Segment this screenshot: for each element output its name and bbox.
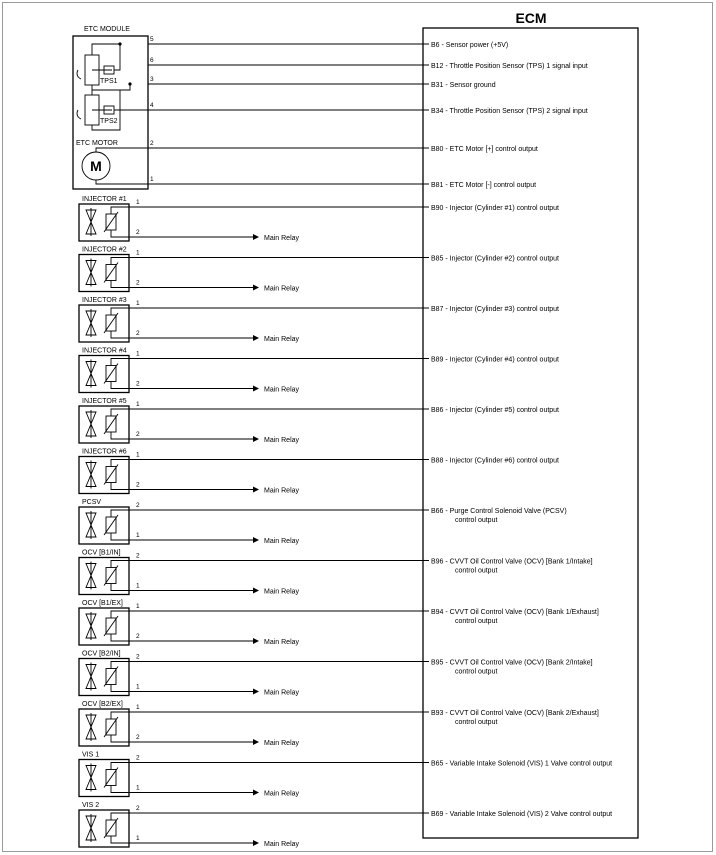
ecm-label-B93: B93 - CVVT Oil Control Valve (OCV) [Bank 2/Exhaust] bbox=[431, 710, 599, 717]
ecm-label-B85: B85 - Injector (Cylinder #2) control output bbox=[431, 255, 560, 263]
relay-pin-number: 2 bbox=[136, 229, 140, 236]
relay-pin-number: 1 bbox=[136, 784, 140, 792]
relay-arrow bbox=[253, 689, 259, 695]
ecm-label-B94: B94 - CVVT Oil Control Valve (OCV) [Bank 1/Exhaust] bbox=[431, 609, 599, 616]
solenoid-label: OCV [B2/IN] bbox=[82, 650, 121, 658]
ecm-label-B87: B87 - Injector (Cylinder #3) control output bbox=[431, 306, 560, 313]
tps2-label: TPS2 bbox=[100, 118, 118, 125]
main-relay-label: Main Relay bbox=[264, 639, 300, 646]
ecm-pin-number: 1 bbox=[136, 451, 140, 459]
solenoid-label: INJECTOR #1 bbox=[82, 196, 127, 203]
ecm-label-B95: B95 - CVVT Oil Control Valve (OCV) [Bank 2/Intake] bbox=[431, 659, 593, 667]
ecm-label-B89: B89 - Injector (Cylinder #4) control output bbox=[431, 356, 560, 364]
etc-pin-3: 3 bbox=[150, 76, 154, 83]
etc-module-box bbox=[73, 36, 148, 189]
ecm-pin-number: 1 bbox=[136, 704, 140, 711]
relay-arrow bbox=[253, 588, 259, 594]
ecm-label-cont: control output bbox=[455, 668, 498, 676]
relay-pin-number: 2 bbox=[136, 734, 140, 741]
ecm-label-B6: B6 - Sensor power (+5V) bbox=[431, 42, 509, 49]
solenoid-label: VIS 2 bbox=[82, 802, 100, 809]
ecm-label-B34: B34 - Throttle Position Sensor (TPS) 2 signal input bbox=[431, 108, 588, 115]
ecm-label-B31: B31 - Sensor ground bbox=[431, 82, 496, 89]
ecm-label-cont: control output bbox=[455, 517, 498, 524]
main-relay-label: Main Relay bbox=[264, 285, 300, 293]
main-relay-label: Main Relay bbox=[264, 790, 300, 798]
etc-pin-2: 2 bbox=[150, 140, 154, 147]
solenoid-label: INJECTOR #5 bbox=[82, 398, 127, 405]
relay-arrow bbox=[253, 790, 259, 796]
solenoid-label: PCSV bbox=[82, 499, 102, 506]
ecm-pin-number: 2 bbox=[136, 502, 140, 509]
main-relay-label: Main Relay bbox=[264, 740, 300, 747]
ecm-pin-number: 1 bbox=[136, 401, 140, 408]
ecm-pin-number: 2 bbox=[136, 653, 140, 661]
main-relay-label: Main Relay bbox=[264, 235, 300, 242]
ecm-label-B81: B81 - ETC Motor [-] control output bbox=[431, 182, 537, 189]
ecm-label-cont: control output bbox=[455, 719, 498, 726]
relay-pin-number: 2 bbox=[136, 431, 140, 438]
etc-pin-5: 5 bbox=[150, 36, 154, 43]
relay-pin-number: 1 bbox=[136, 835, 140, 842]
relay-arrow bbox=[253, 638, 259, 644]
tps1-label: TPS1 bbox=[100, 78, 118, 85]
ecm-label-B69: B69 - Variable Intake Solenoid (VIS) 2 Valve control output bbox=[431, 811, 613, 818]
ecm-label-B88: B88 - Injector (Cylinder #6) control output bbox=[431, 457, 560, 465]
relay-arrow bbox=[253, 285, 259, 291]
ecm-pin-number: 1 bbox=[136, 350, 140, 358]
solenoid-label: INJECTOR #3 bbox=[82, 297, 127, 304]
main-relay-label: Main Relay bbox=[264, 689, 300, 697]
relay-pin-number: 2 bbox=[136, 279, 140, 287]
relay-pin-number: 1 bbox=[136, 582, 140, 590]
relay-arrow bbox=[253, 335, 259, 341]
relay-arrow bbox=[253, 840, 259, 846]
ecm-pin-number: 1 bbox=[136, 300, 140, 307]
relay-arrow bbox=[253, 537, 259, 543]
ecm-label-B86: B86 - Injector (Cylinder #5) control output bbox=[431, 407, 560, 414]
ecm-pin-number: 1 bbox=[136, 603, 140, 610]
main-relay-label: Main Relay bbox=[264, 386, 300, 394]
solenoid-label: OCV [B1/EX] bbox=[82, 600, 123, 607]
ecm-label-B96: B96 - CVVT Oil Control Valve (OCV) [Bank 1/Intake] bbox=[431, 558, 593, 566]
ecm-label-B65: B65 - Variable Intake Solenoid (VIS) 1 Valve control output bbox=[431, 760, 613, 768]
ecm-pin-number: 2 bbox=[136, 552, 140, 560]
solenoid-label: INJECTOR #4 bbox=[82, 347, 127, 355]
solenoid-label: VIS 1 bbox=[82, 751, 100, 759]
ecm-pin-number: 1 bbox=[136, 199, 140, 206]
ecm-label-B66: B66 - Purge Control Solenoid Valve (PCSV) bbox=[431, 508, 567, 515]
ecm-label-B80: B80 - ETC Motor [+] control output bbox=[431, 146, 538, 153]
ecm-label-cont: control output bbox=[455, 618, 498, 625]
motor-symbol: M bbox=[90, 158, 102, 174]
solenoid-label: OCV [B2/EX] bbox=[82, 701, 123, 708]
relay-arrow bbox=[253, 487, 259, 493]
relay-arrow bbox=[253, 739, 259, 745]
ecm-pin-number: 1 bbox=[136, 249, 140, 257]
main-relay-label: Main Relay bbox=[264, 336, 300, 343]
etc-module-label: ETC MODULE bbox=[84, 26, 130, 33]
main-relay-label: Main Relay bbox=[264, 841, 300, 848]
solenoid-label: OCV [B1/IN] bbox=[82, 549, 121, 557]
relay-pin-number: 2 bbox=[136, 633, 140, 640]
etc-pin-6: 6 bbox=[150, 57, 154, 64]
solenoid-label: INJECTOR #2 bbox=[82, 246, 127, 254]
ecm-pin-number: 2 bbox=[136, 754, 140, 762]
relay-arrow bbox=[253, 386, 259, 392]
relay-arrow bbox=[253, 436, 259, 442]
etc-pin-4: 4 bbox=[150, 102, 154, 109]
solenoid-label: INJECTOR #6 bbox=[82, 448, 127, 456]
relay-pin-number: 1 bbox=[136, 683, 140, 691]
main-relay-label: Main Relay bbox=[264, 538, 300, 545]
ecm-label-B12: B12 - Throttle Position Sensor (TPS) 1 signal input bbox=[431, 63, 588, 70]
relay-arrow bbox=[253, 234, 259, 240]
ecm-title: ECM bbox=[515, 10, 547, 26]
ecm-label-B90: B90 - Injector (Cylinder #1) control output bbox=[431, 205, 560, 212]
main-relay-label: Main Relay bbox=[264, 437, 300, 444]
relay-pin-number: 1 bbox=[136, 532, 140, 539]
relay-pin-number: 2 bbox=[136, 481, 140, 489]
etc-pin-1: 1 bbox=[150, 176, 154, 183]
relay-pin-number: 2 bbox=[136, 380, 140, 388]
ecm-label-cont: control output bbox=[455, 567, 498, 575]
relay-pin-number: 2 bbox=[136, 330, 140, 337]
main-relay-label: Main Relay bbox=[264, 588, 300, 596]
ecm-pin-number: 2 bbox=[136, 805, 140, 812]
etc-motor-label: ETC MOTOR bbox=[76, 140, 118, 147]
main-relay-label: Main Relay bbox=[264, 487, 300, 495]
